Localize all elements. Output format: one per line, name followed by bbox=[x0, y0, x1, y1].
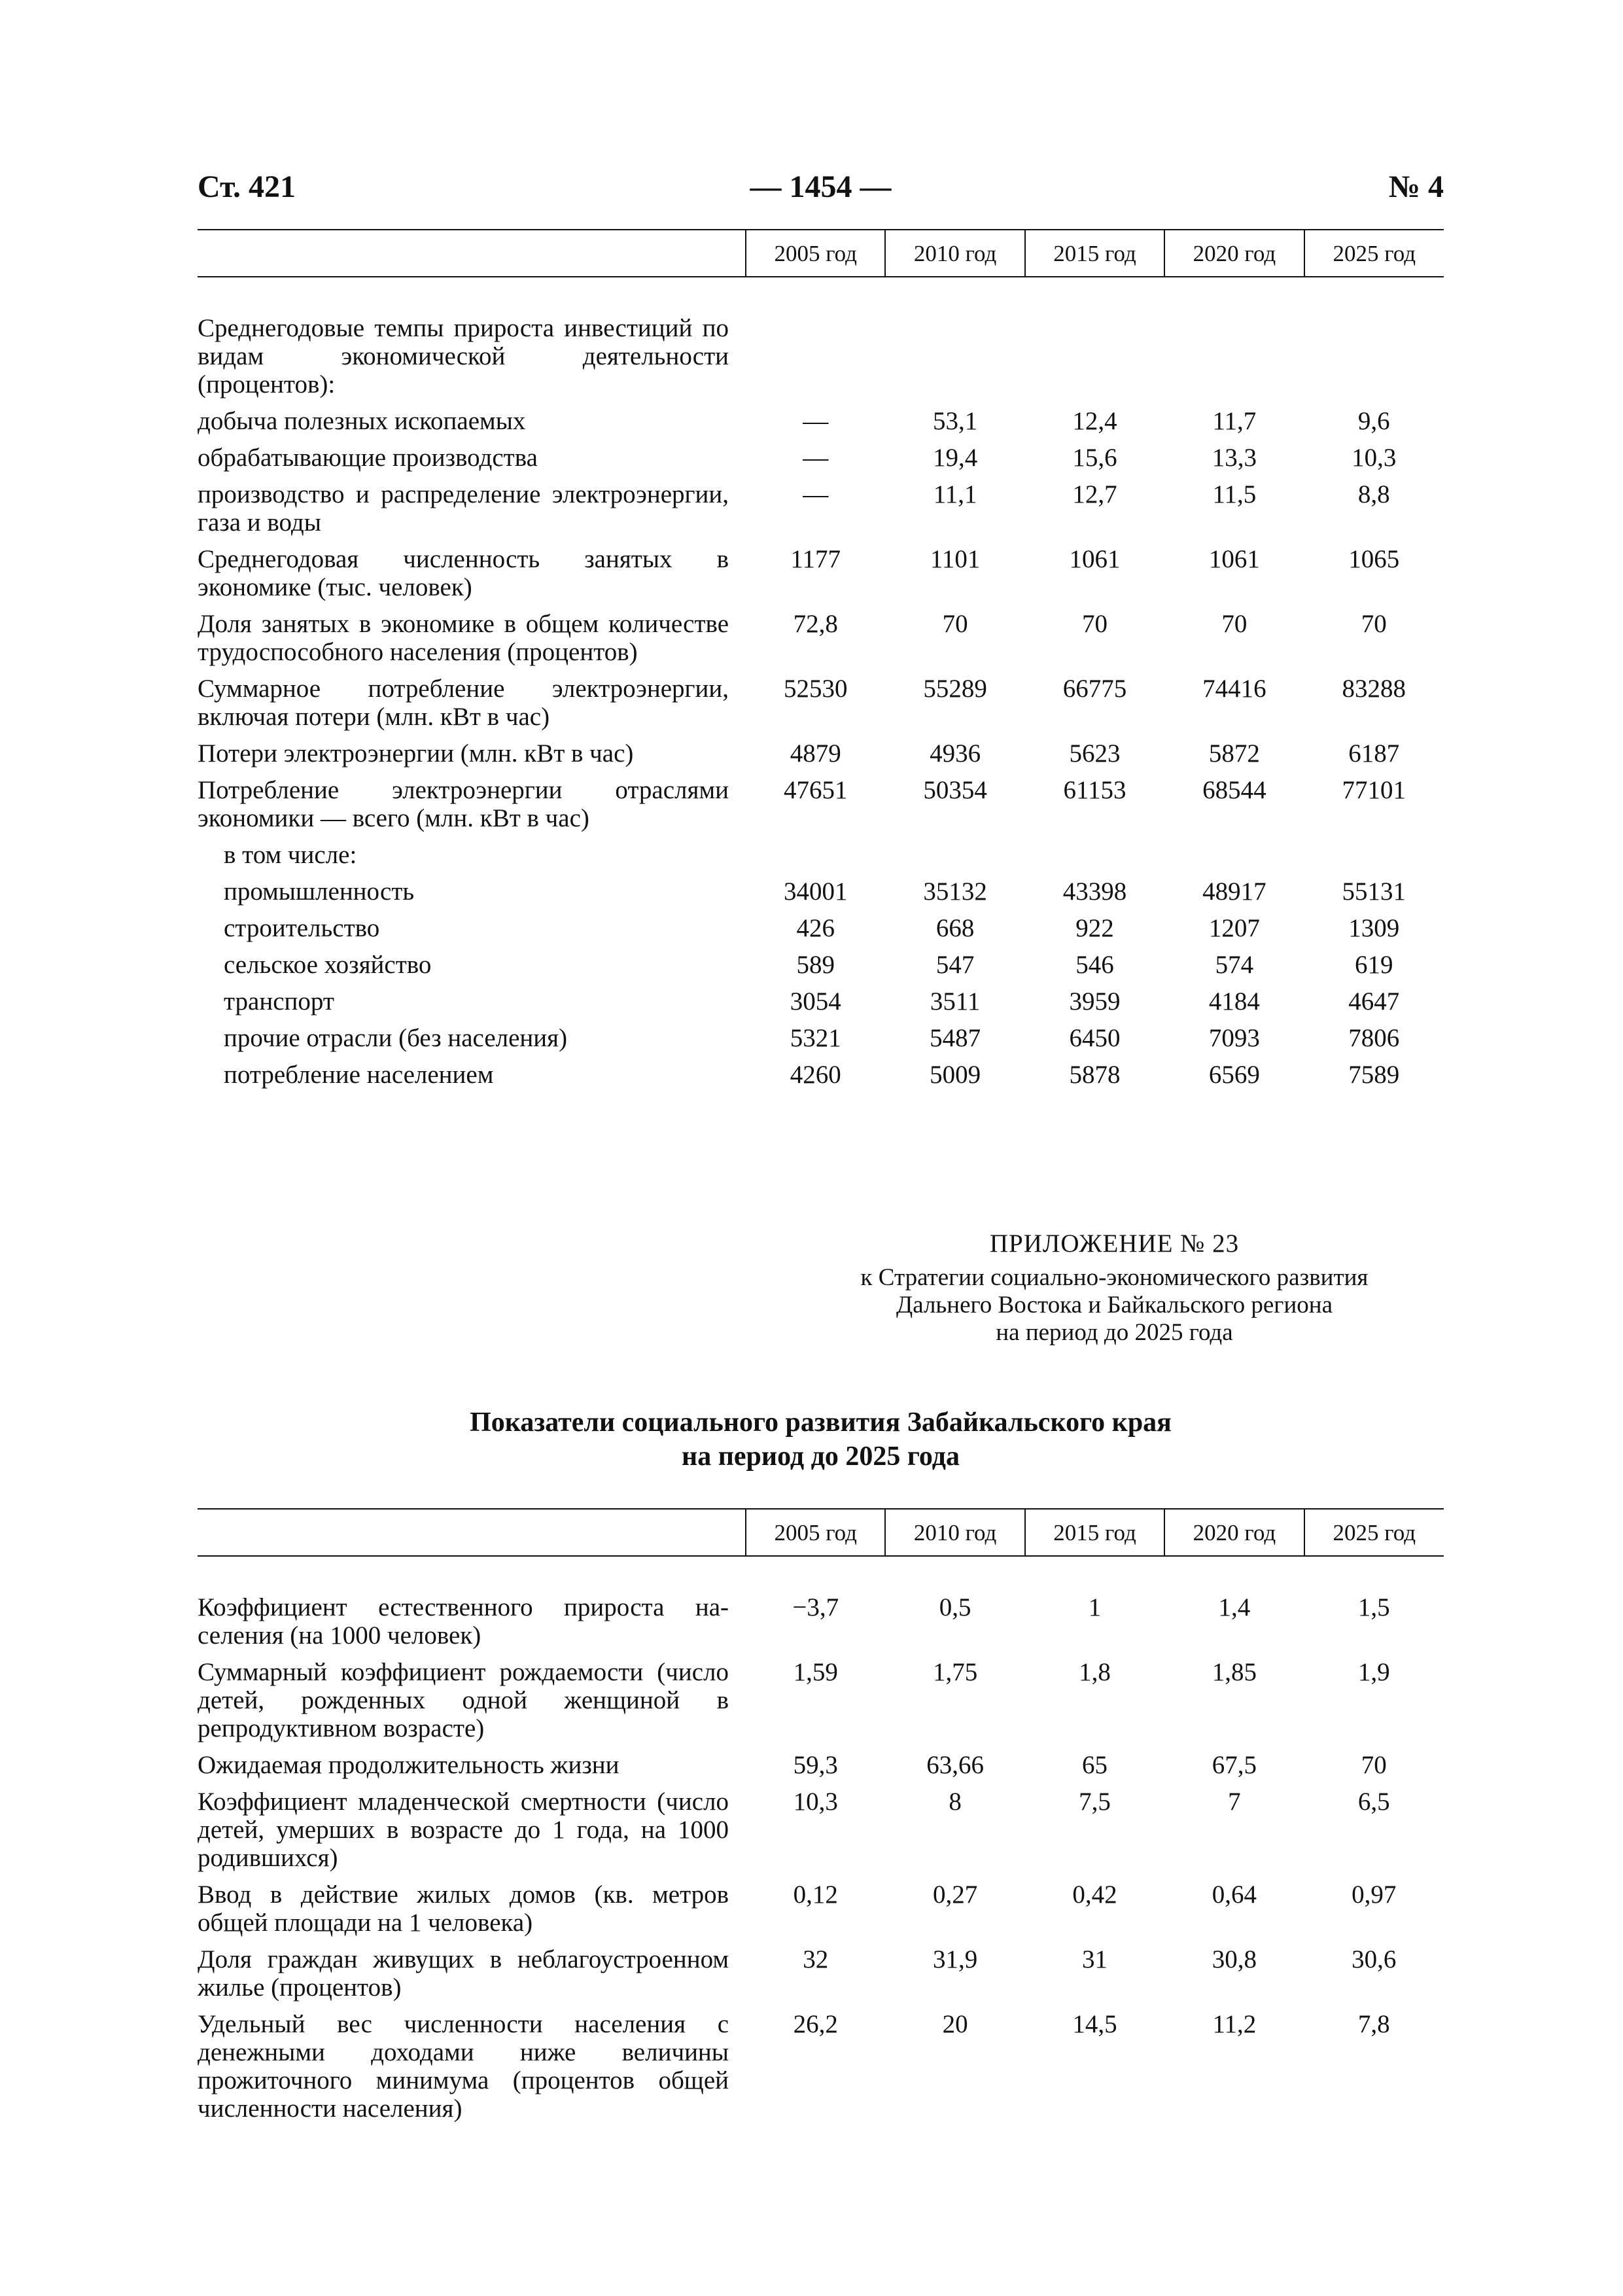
row-label: Суммарное потребление электроэнергии, включая потери (млн. кВт в час) bbox=[198, 675, 729, 731]
row-value: 52530 bbox=[783, 675, 848, 703]
table-row bbox=[198, 910, 1444, 947]
row-label: Удельный вес численности населения с денежными доходами ниже величины прожиточного минимума (процентов общей численности населения) bbox=[198, 2010, 729, 2123]
row-value: 12,4 bbox=[1072, 407, 1117, 435]
social-indicators-table bbox=[198, 1508, 1444, 2127]
column-header-year: 2010 год bbox=[885, 1509, 1024, 1556]
appendix-subtitle-line: Дальнего Востока и Байкальского региона bbox=[896, 1292, 1333, 1318]
row-value bbox=[1164, 837, 1304, 874]
row-value: 4879 bbox=[790, 739, 841, 768]
row-value: 70 bbox=[942, 610, 968, 638]
row-value: 0,64 bbox=[1212, 1881, 1257, 1909]
column-header-year: 2020 год bbox=[1164, 230, 1304, 277]
column-header-year: 2020 год bbox=[1164, 1509, 1304, 1556]
document-title-line: Показатели социального развития Забайкальского края bbox=[470, 1407, 1172, 1438]
document-title bbox=[198, 1405, 1444, 1474]
row-value: 4184 bbox=[1208, 987, 1260, 1016]
article-number: Ст. 421 bbox=[198, 169, 296, 204]
row-value: 61153 bbox=[1063, 776, 1126, 804]
row-value: 1,4 bbox=[1218, 1593, 1251, 1621]
row-value: 1,75 bbox=[932, 1658, 978, 1686]
row-value: 0,97 bbox=[1352, 1881, 1397, 1909]
row-value: 10,3 bbox=[793, 1788, 838, 1816]
column-header-year: 2005 год bbox=[746, 1509, 885, 1556]
row-value: 50354 bbox=[923, 776, 987, 804]
row-value: 1061 bbox=[1208, 545, 1260, 573]
row-value: 13,3 bbox=[1212, 444, 1257, 472]
table-row bbox=[198, 983, 1444, 1020]
economic-indicators-table bbox=[198, 229, 1444, 1093]
row-value: 5321 bbox=[790, 1024, 841, 1052]
page-header bbox=[198, 169, 1444, 216]
table-row bbox=[198, 671, 1444, 735]
table-row bbox=[198, 1654, 1444, 1747]
table-row bbox=[198, 1057, 1444, 1093]
row-label: Потери электроэнергии (млн. кВт в час) bbox=[198, 739, 634, 768]
row-value: 11,2 bbox=[1212, 2010, 1257, 2038]
row-value: 83288 bbox=[1342, 675, 1406, 703]
row-label: Доля занятых в экономике в общем количестве трудоспособного населения (процентов) bbox=[198, 610, 729, 666]
row-value: 5872 bbox=[1208, 739, 1260, 768]
row-value bbox=[1164, 310, 1304, 403]
row-value: 63,66 bbox=[926, 1751, 984, 1779]
row-value bbox=[885, 310, 1024, 403]
spacer-row bbox=[198, 277, 1444, 310]
row-value: 31 bbox=[1081, 1945, 1108, 1973]
row-value: 15,6 bbox=[1072, 444, 1117, 472]
row-value: 6450 bbox=[1069, 1024, 1121, 1052]
row-value: 70 bbox=[1081, 610, 1108, 638]
row-value: — bbox=[803, 444, 829, 472]
row-value: 6,5 bbox=[1357, 1788, 1390, 1816]
row-value: 4260 bbox=[790, 1061, 841, 1089]
table-row bbox=[198, 1020, 1444, 1057]
table-row bbox=[198, 735, 1444, 772]
spacer-row bbox=[198, 1556, 1444, 1589]
row-value: 30,8 bbox=[1212, 1945, 1257, 1973]
row-value: 9,6 bbox=[1357, 407, 1390, 435]
row-value: 20 bbox=[942, 2010, 968, 2038]
row-value: 19,4 bbox=[932, 444, 978, 472]
row-value: 70 bbox=[1361, 610, 1387, 638]
row-value: 7,5 bbox=[1079, 1788, 1111, 1816]
row-value: 11,1 bbox=[933, 480, 977, 508]
row-value: 70 bbox=[1221, 610, 1248, 638]
row-value: 10,3 bbox=[1352, 444, 1397, 472]
row-value: 53,1 bbox=[932, 407, 978, 435]
table-row bbox=[198, 772, 1444, 837]
row-value: 11,7 bbox=[1212, 407, 1257, 435]
row-value: 0,12 bbox=[793, 1881, 838, 1909]
row-label: строительство bbox=[224, 914, 380, 942]
page-number: — 1454 — bbox=[750, 169, 892, 204]
row-value: 66775 bbox=[1062, 675, 1127, 703]
row-label: Ожидаемая продолжительность жизни bbox=[198, 1751, 620, 1779]
document-title-line: на период до 2025 года bbox=[682, 1441, 960, 1472]
row-value: 4936 bbox=[930, 739, 981, 768]
row-label: производство и распределение электроэнергии, газа и воды bbox=[198, 480, 729, 537]
row-value bbox=[1304, 837, 1444, 874]
row-value bbox=[1025, 310, 1164, 403]
table-row bbox=[198, 1877, 1444, 1941]
table-header-row bbox=[198, 1509, 1444, 1556]
row-value: 1065 bbox=[1348, 545, 1400, 573]
row-value: 11,5 bbox=[1212, 480, 1257, 508]
table-row bbox=[198, 606, 1444, 671]
table-row bbox=[198, 541, 1444, 606]
row-value: 3054 bbox=[790, 987, 841, 1016]
column-header-year: 2015 год bbox=[1025, 230, 1164, 277]
row-value: 546 bbox=[1075, 951, 1114, 979]
table-row bbox=[198, 1747, 1444, 1784]
row-value: 6187 bbox=[1348, 739, 1400, 768]
column-header-year: 2015 год bbox=[1025, 1509, 1164, 1556]
table-row bbox=[198, 837, 1444, 874]
row-value: 426 bbox=[796, 914, 835, 942]
row-value: 47651 bbox=[783, 776, 848, 804]
row-value: 68544 bbox=[1202, 776, 1266, 804]
column-header-year: 2025 год bbox=[1304, 1509, 1444, 1556]
row-value bbox=[1025, 837, 1164, 874]
column-header-indicator bbox=[198, 230, 746, 277]
row-label: Среднегодовая численность занятых в экономике (тыс. человек) bbox=[198, 545, 729, 601]
row-label: транспорт bbox=[224, 987, 334, 1016]
table-row bbox=[198, 2006, 1444, 2127]
row-value: 0,42 bbox=[1072, 1881, 1117, 1909]
row-value: 7 bbox=[1228, 1788, 1241, 1816]
spacer-cell bbox=[198, 277, 1444, 310]
table-row bbox=[198, 476, 1444, 541]
issue-number: № 4 bbox=[1388, 169, 1444, 204]
row-value: 3959 bbox=[1069, 987, 1121, 1016]
row-label: Коэффициент младенческой смертности (число детей, умерших в возрасте до 1 года, на 1000 родившихся) bbox=[198, 1788, 729, 1872]
row-label: потребление населением bbox=[224, 1061, 494, 1089]
table-row bbox=[198, 403, 1444, 440]
row-value: 72,8 bbox=[793, 610, 838, 638]
row-value: 5878 bbox=[1069, 1061, 1121, 1089]
row-value: — bbox=[803, 407, 829, 435]
row-value: 8,8 bbox=[1357, 480, 1390, 508]
row-value: −3,7 bbox=[792, 1593, 839, 1621]
row-value: 619 bbox=[1355, 951, 1393, 979]
spacer-cell bbox=[198, 1556, 1444, 1589]
row-value: 34001 bbox=[783, 877, 848, 906]
row-value: 589 bbox=[796, 951, 835, 979]
row-value: 1177 bbox=[790, 545, 841, 573]
row-label: Ввод в действие жилых домов (кв. метров общей площади на 1 человека) bbox=[198, 1881, 729, 1937]
row-label: Среднегодовые темпы прироста инвестиций по видам экономической деятельности (процентов): bbox=[198, 314, 729, 398]
table-row bbox=[198, 1941, 1444, 2006]
row-label: Коэффициент естественного прироста населения (на 1000 человек) bbox=[198, 1593, 729, 1650]
row-value: 32 bbox=[803, 1945, 829, 1973]
table-row bbox=[198, 440, 1444, 476]
row-value: 0,5 bbox=[939, 1593, 971, 1621]
row-label: Потребление электроэнергии отраслями экономики — всего (млн. кВт в час) bbox=[198, 776, 729, 832]
row-value: 31,9 bbox=[932, 1945, 978, 1973]
row-value bbox=[1304, 310, 1444, 403]
table-header-row bbox=[198, 230, 1444, 277]
row-value: 74416 bbox=[1202, 675, 1266, 703]
row-value: 7,8 bbox=[1357, 2010, 1390, 2038]
row-value: 1101 bbox=[930, 545, 981, 573]
row-value: 5009 bbox=[930, 1061, 981, 1089]
row-label: сельское хозяйство bbox=[224, 951, 432, 979]
row-value: 1207 bbox=[1208, 914, 1260, 942]
row-value: 55131 bbox=[1342, 877, 1406, 906]
row-value: 5623 bbox=[1069, 739, 1121, 768]
row-value: 5487 bbox=[930, 1024, 981, 1052]
row-value: 0,27 bbox=[932, 1881, 978, 1909]
appendix-subtitle-line: к Стратегии социально-экономического развития bbox=[860, 1264, 1369, 1291]
row-value: 1,85 bbox=[1212, 1658, 1257, 1686]
table-row bbox=[198, 947, 1444, 983]
row-label: обрабатывающие производства bbox=[198, 444, 538, 472]
appendix-block bbox=[785, 1230, 1444, 1347]
row-value: 48917 bbox=[1202, 877, 1266, 906]
row-value: 1061 bbox=[1069, 545, 1121, 573]
row-value: 3511 bbox=[930, 987, 981, 1016]
column-header-indicator bbox=[198, 1509, 746, 1556]
row-value: 1,9 bbox=[1357, 1658, 1390, 1686]
row-value: 7093 bbox=[1208, 1024, 1260, 1052]
table-row bbox=[198, 1589, 1444, 1654]
row-value bbox=[746, 837, 885, 874]
row-value: — bbox=[803, 480, 829, 508]
row-value: 574 bbox=[1215, 951, 1254, 979]
row-value: 30,6 bbox=[1352, 1945, 1397, 1973]
row-label: прочие отрасли (без населения) bbox=[224, 1024, 568, 1052]
row-value: 55289 bbox=[923, 675, 987, 703]
row-value: 14,5 bbox=[1072, 2010, 1117, 2038]
row-label: промышленность bbox=[224, 877, 415, 906]
row-value: 668 bbox=[935, 914, 975, 942]
row-value: 7806 bbox=[1348, 1024, 1400, 1052]
row-value: 7589 bbox=[1348, 1061, 1400, 1089]
row-value bbox=[746, 310, 885, 403]
row-value: 1,59 bbox=[793, 1658, 838, 1686]
table-row bbox=[198, 1784, 1444, 1877]
row-value: 1309 bbox=[1348, 914, 1400, 942]
row-value: 65 bbox=[1081, 1751, 1108, 1779]
row-value: 4647 bbox=[1348, 987, 1400, 1016]
table-row bbox=[198, 874, 1444, 910]
row-value: 1,5 bbox=[1357, 1593, 1390, 1621]
row-value: 43398 bbox=[1062, 877, 1127, 906]
row-value: 59,3 bbox=[793, 1751, 838, 1779]
row-value: 12,7 bbox=[1072, 480, 1117, 508]
row-value: 26,2 bbox=[793, 2010, 838, 2038]
row-value: 6569 bbox=[1208, 1061, 1260, 1089]
column-header-year: 2025 год bbox=[1304, 230, 1444, 277]
row-label: в том числе: bbox=[224, 841, 357, 869]
column-header-year: 2005 год bbox=[746, 230, 885, 277]
appendix-title: ПРИЛОЖЕНИЕ № 23 bbox=[989, 1229, 1240, 1258]
table-row bbox=[198, 310, 1444, 403]
row-value: 77101 bbox=[1342, 776, 1406, 804]
row-value: 547 bbox=[935, 951, 975, 979]
appendix-subtitle-line: на период до 2025 года bbox=[996, 1319, 1233, 1346]
row-value: 8 bbox=[949, 1788, 962, 1816]
row-label: Суммарный коэффициент рождаемости (число детей, рожденных одной женщиной в репродуктивном возрасте) bbox=[198, 1658, 729, 1742]
row-label: добыча полезных ископаемых bbox=[198, 407, 526, 435]
row-value: 67,5 bbox=[1212, 1751, 1257, 1779]
column-header-year: 2010 год bbox=[885, 230, 1024, 277]
row-value: 35132 bbox=[923, 877, 987, 906]
row-label: Доля граждан живущих в неблагоустроенном жилье (процентов) bbox=[198, 1945, 729, 2002]
row-value bbox=[885, 837, 1024, 874]
row-value: 1 bbox=[1088, 1593, 1102, 1621]
row-value: 1,8 bbox=[1079, 1658, 1111, 1686]
row-value: 70 bbox=[1361, 1751, 1387, 1779]
row-value: 922 bbox=[1075, 914, 1114, 942]
